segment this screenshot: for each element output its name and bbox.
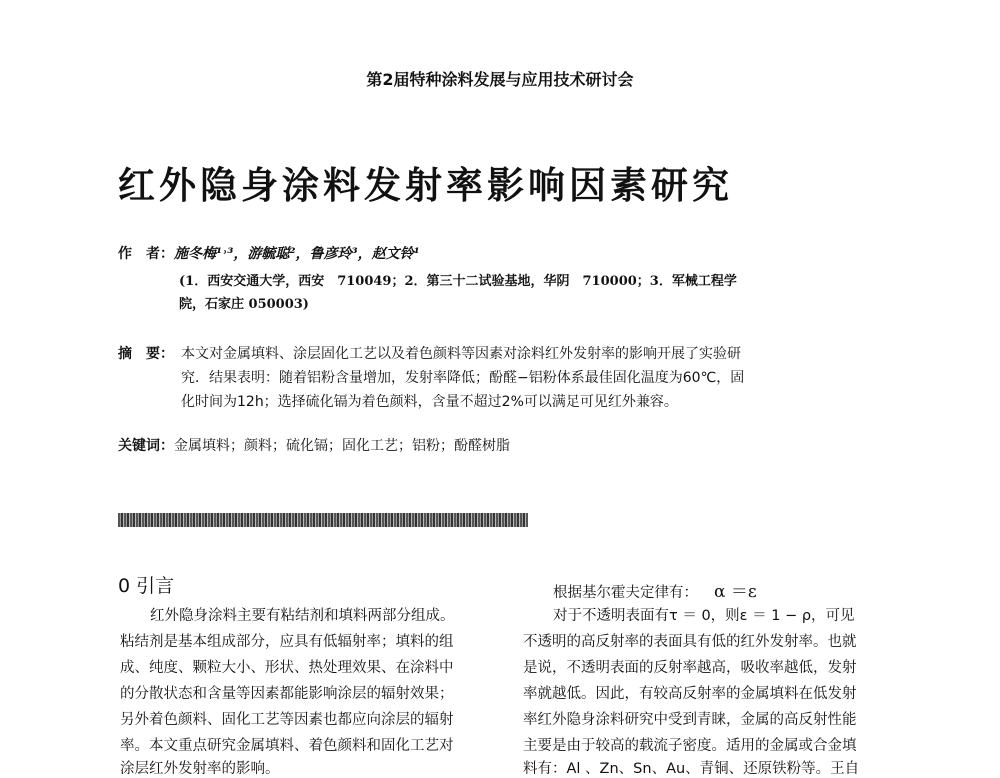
- body-line: 是说，不透明表面的反射率越高，吸收率越低，发射: [523, 660, 857, 676]
- body-line: 率就越低。因此，有较高反射率的金属填料在低发射: [523, 686, 857, 702]
- body-line: 粘结剂是基本组成部分，应具有低辐射率；填料的组: [120, 634, 454, 650]
- keywords-list: 金属填料；颜料；硫化镉；固化工艺；铝粉；酚醛树脂: [174, 438, 510, 454]
- author-names: 施冬梅¹˒³，游毓聪²，鲁彦玲³，赵文铃¹: [174, 246, 420, 262]
- abstract-line: 化时间为12h；选择硫化镉为着色颜料，含量不超过2%可以满足可见红外兼容。: [181, 394, 678, 410]
- paper-title: 红外隐身涂料发射率影响因素研究: [118, 163, 733, 207]
- kirchhoff-formula: α ＝ε: [714, 582, 757, 602]
- authors-line: [118, 243, 420, 263]
- body-line: 率。本文重点研究金属填料、着色颜料和固化工艺对: [120, 738, 454, 754]
- keywords-label: 关键词：: [118, 438, 174, 454]
- abstract-label: 摘 要：: [118, 346, 174, 362]
- body-line: 不透明的高反射率的表面具有低的红外发射率。也就: [523, 634, 857, 650]
- body-line: 红外隐身涂料主要有粘结剂和填料两部分组成。: [150, 608, 455, 624]
- body-line: 主要是由于较高的载流子密度。适用的金属或合金填: [523, 738, 857, 754]
- kirchhoff-intro: 根据基尔霍夫定律有：: [553, 585, 698, 601]
- body-line: 率红外隐身涂料研究中受到青睐，金属的高反射性能: [523, 712, 857, 728]
- kirchhoff-line: [523, 577, 933, 602]
- conference-header: 第2届特种涂料发展与应用技术研讨会: [366, 70, 634, 89]
- body-line: 料有：Al 、Zn、Sn、Au、青铜、还原铁粉等。王自: [523, 761, 860, 777]
- section-divider: [118, 513, 528, 527]
- body-line: 的分散状态和含量等因素都能影响涂层的辐射效果；: [120, 686, 454, 702]
- keywords-line: [118, 435, 510, 455]
- abstract-line: 本文对金属填料、涂层固化工艺以及着色颜料等因素对涂料红外发射率的影响开展了实验研: [181, 346, 741, 362]
- abstract-line: 究．结果表明：随着铝粉含量增加，发射率降低；酚醛−铝粉体系最佳固化温度为60℃，固: [181, 370, 745, 386]
- affiliation-line-2: 院，石家庄 050003): [179, 297, 309, 312]
- body-line: 成、纯度、颗粒大小、形状、热处理效果、在涂料中: [120, 660, 454, 676]
- body-line: 涂层红外发射率的影响。: [120, 761, 280, 777]
- affiliation-line-1: (1．西安交通大学，西安 710049；2．第三十二试验基地，华阴 710000；3．军械工程学: [179, 274, 737, 289]
- section-heading: 0 引言: [118, 575, 175, 597]
- authors-label: 作 者：: [118, 246, 174, 262]
- body-line: 另外着色颜料、固化工艺等因素也都应向涂层的辐射: [120, 712, 454, 728]
- body-line: 对于不透明表面有τ ＝ 0，则ε ＝ 1 − ρ，可见: [553, 608, 855, 624]
